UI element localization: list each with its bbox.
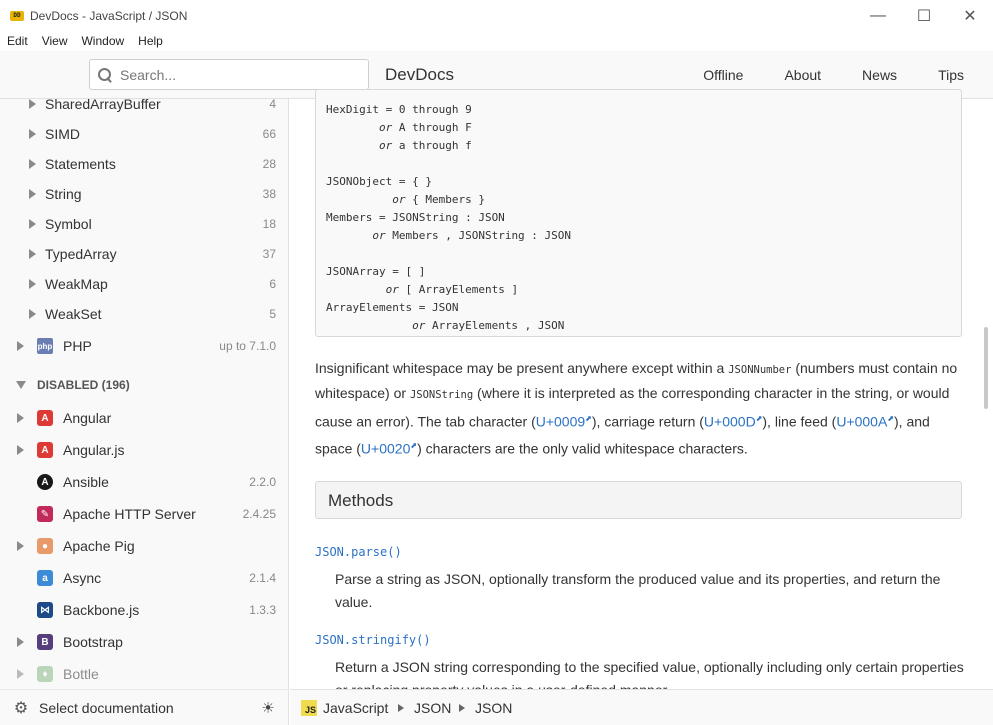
window-controls (855, 0, 993, 31)
angular-icon: A (37, 410, 53, 426)
disabled-docs-label: DISABLED (196) (37, 378, 130, 392)
expand-arrow-icon[interactable] (17, 341, 24, 351)
brand-title[interactable]: DevDocs (385, 65, 454, 84)
sidebar-item-label: Apache Pig (63, 538, 135, 554)
external-link-icon: ⬈ (887, 414, 895, 423)
menu-view[interactable]: View (41, 34, 68, 48)
search-input[interactable] (120, 67, 360, 83)
code-text (326, 121, 379, 134)
sidebar-item-sharedarraybuffer[interactable] (0, 89, 288, 119)
sidebar-item-async[interactable] (0, 562, 288, 594)
expand-arrow-icon[interactable] (17, 637, 24, 647)
link-u0020[interactable]: U+0020 (360, 440, 411, 457)
sidebar-item-backbone-js[interactable] (0, 594, 288, 626)
sidebar-item-label: Bottle (63, 666, 99, 682)
code-text: JSONArray = [ ] (326, 265, 426, 278)
expand-arrow-icon[interactable] (29, 189, 36, 199)
inline-code: JSONString (409, 389, 474, 401)
sidebar-item-symbol[interactable] (0, 209, 288, 239)
code-line (326, 245, 951, 263)
breadcrumb (290, 689, 993, 725)
para-text: Insignificant whitespace may be present anywhere except within a (315, 360, 729, 376)
methods-heading: Methods (315, 481, 962, 519)
expand-arrow-icon[interactable] (17, 541, 24, 551)
breadcrumb-arrow-icon (459, 704, 465, 712)
sidebar-item-version: 2.4.25 (242, 507, 276, 521)
para-text: (where it is interpreted as the corresponding character in the string, or would cause an error). The tab character ( (315, 385, 950, 430)
sidebar-item-version: up to 7.1.0 (219, 339, 276, 353)
devdocs-app-icon: DD (10, 11, 24, 21)
menu-bar (0, 31, 993, 51)
code-keyword: or (378, 139, 393, 152)
sidebar-item-label: Symbol (45, 216, 92, 232)
expand-arrow-icon[interactable] (17, 445, 24, 455)
sidebar (0, 96, 289, 689)
sidebar-item-label: Async (63, 570, 102, 586)
sidebar-item-label: Bootstrap (63, 634, 123, 650)
sidebar-item-label: SIMD (45, 126, 80, 142)
link-u0009[interactable]: U+0009 (535, 413, 586, 430)
code-text: a through f (392, 139, 472, 152)
sidebar-item-angular-js[interactable] (0, 434, 288, 466)
breadcrumb-javascript[interactable]: JavaScript (323, 699, 389, 716)
angularjs-icon: A (37, 442, 53, 458)
code-text: A through F (392, 121, 472, 134)
content-scrollbar[interactable] (984, 327, 988, 409)
sidebar-item-label: WeakMap (45, 276, 108, 292)
code-line (326, 155, 951, 173)
nav-tips[interactable]: Tips (938, 67, 964, 83)
sidebar-item-simd[interactable] (0, 119, 288, 149)
code-text: HexDigit = 0 through 9 (326, 103, 472, 116)
para-text: ) characters are the only valid whitespace characters. (417, 440, 748, 457)
code-text: JSONObject = { } (326, 175, 432, 188)
sidebar-item-angular[interactable] (0, 402, 288, 434)
sidebar-item-version: 1.3.3 (249, 603, 276, 617)
external-link-icon: ⬈ (585, 414, 592, 423)
external-link-icon: ⬈ (755, 414, 763, 423)
link-u000a[interactable]: U+000A (836, 413, 888, 430)
grammar-code-block (315, 89, 962, 337)
sidebar-item-ansible[interactable] (0, 466, 288, 498)
sidebar-footer (0, 689, 289, 725)
para-text: (numbers must contain no whitespace) or (315, 360, 958, 401)
collapse-arrow-icon[interactable] (16, 381, 26, 389)
sidebar-item-count: 38 (262, 187, 276, 201)
sidebar-item-label: SharedArrayBuffer (45, 96, 161, 112)
sidebar-item-count: 4 (269, 97, 276, 111)
ansible-icon: A (37, 474, 53, 490)
sidebar-item-label: Angular.js (63, 442, 125, 458)
code-text: ArrayElements , JSON (425, 319, 565, 332)
method-json-stringify-link[interactable]: JSON.stringify() (315, 633, 431, 647)
php-icon: php (37, 338, 53, 354)
sidebar-item-count: 66 (262, 127, 276, 141)
menu-edit[interactable]: Edit (7, 34, 28, 48)
code-line (326, 137, 951, 155)
menu-window[interactable]: Window (81, 34, 125, 48)
code-line (326, 191, 951, 209)
code-line (326, 299, 951, 317)
sidebar-item-count: 6 (269, 277, 276, 291)
sidebar-item-label: PHP (63, 338, 92, 354)
sidebar-item-string[interactable] (0, 179, 288, 209)
breadcrumb-json-current: JSON (475, 699, 513, 716)
link-u000d[interactable]: U+000D (703, 413, 756, 430)
code-keyword: or (378, 121, 393, 134)
code-keyword: or (392, 193, 406, 206)
main-content (290, 99, 993, 689)
code-line (326, 101, 951, 119)
code-keyword: or (372, 229, 386, 242)
method-json-parse-link[interactable]: JSON.parse() (315, 545, 402, 559)
para-text: ), and space ( (315, 413, 930, 457)
whitespace-paragraph (315, 357, 965, 460)
expand-arrow-icon[interactable] (29, 219, 36, 229)
bottle-icon: ♦ (37, 666, 53, 682)
sidebar-item-weakmap[interactable] (0, 269, 288, 299)
sidebar-item-count: 18 (262, 217, 276, 231)
sidebar-item-label: String (45, 186, 82, 202)
expand-arrow-icon[interactable] (29, 249, 36, 259)
async-icon: a (37, 570, 53, 586)
breadcrumb-json[interactable]: JSON (414, 699, 452, 716)
javascript-icon: JS (301, 700, 317, 716)
code-text: { Members } (405, 193, 485, 206)
code-keyword: or (385, 283, 399, 296)
sidebar-item-label: TypedArray (45, 246, 117, 262)
sidebar-item-php[interactable] (0, 330, 288, 362)
sidebar-item-label: Backbone.js (63, 602, 140, 618)
window-titlebar (0, 0, 993, 31)
nav-news[interactable]: News (862, 67, 898, 83)
window-title: DevDocs - JavaScript / JSON (30, 8, 188, 23)
sidebar-item-weakset[interactable] (0, 299, 288, 329)
close-button[interactable]: ✕ (963, 7, 977, 25)
nav-offline[interactable]: Offline (703, 67, 744, 83)
code-text (326, 283, 386, 296)
code-text: Members , JSONString : JSON (385, 229, 572, 242)
select-documentation-button[interactable]: Select documentation (39, 699, 174, 716)
search-icon (98, 68, 112, 82)
code-line (326, 263, 951, 281)
method-description: Return a JSON string corresponding to the specified value, optionally including only certain properties (335, 659, 964, 675)
sidebar-item-label: Apache HTTP Server (63, 506, 196, 522)
code-text (326, 319, 412, 332)
code-line (326, 173, 951, 191)
sidebar-item-count: 5 (269, 307, 276, 321)
code-text (326, 229, 372, 242)
minimize-button[interactable]: — (870, 6, 886, 24)
code-text: [ ArrayElements ] (398, 283, 519, 296)
sidebar-item-label: Statements (45, 156, 116, 172)
sidebar-item-bootstrap[interactable] (0, 626, 288, 658)
sidebar-item-count: 37 (262, 247, 276, 261)
menu-help[interactable]: Help (138, 34, 163, 48)
breadcrumb-arrow-icon (398, 704, 404, 712)
expand-arrow-icon[interactable] (29, 159, 36, 169)
method-description: Parse a string as JSON, optionally transform the produced value and its properties, and return the value. (335, 571, 941, 610)
sidebar-item-label: Ansible (63, 474, 109, 490)
code-text (326, 139, 379, 152)
sidebar-item-bottle[interactable] (0, 658, 288, 690)
sidebar-item-count: 28 (262, 157, 276, 171)
nav-about[interactable]: About (784, 67, 822, 83)
sidebar-item-statements[interactable] (0, 149, 288, 179)
search-box[interactable] (89, 59, 369, 90)
code-line (326, 119, 951, 137)
sidebar-item-typedarray[interactable] (0, 239, 288, 269)
disabled-docs-header[interactable] (0, 370, 288, 400)
expand-arrow-icon[interactable] (29, 309, 36, 319)
para-text: ), carriage return ( (591, 413, 704, 430)
expand-arrow-icon[interactable] (17, 669, 24, 679)
para-text: ), line feed ( (762, 413, 837, 430)
code-text: Members = JSONString : JSON (326, 211, 505, 224)
expand-arrow-icon[interactable] (17, 413, 24, 423)
code-line (326, 227, 951, 245)
feather-icon: ✎ (37, 506, 53, 522)
expand-arrow-icon[interactable] (29, 279, 36, 289)
code-text (326, 193, 392, 206)
sidebar-item-apache-pig[interactable] (0, 530, 288, 562)
gear-icon[interactable]: ⚙ (13, 699, 29, 717)
code-line (326, 281, 951, 299)
bootstrap-icon: B (37, 634, 53, 650)
sidebar-item-version: 2.2.0 (249, 475, 276, 489)
code-line (326, 209, 951, 227)
sidebar-item-version: 2.1.4 (249, 571, 276, 585)
code-keyword: or (412, 319, 426, 332)
sidebar-item-label: Angular (63, 410, 112, 426)
sidebar-item-label: WeakSet (45, 306, 102, 322)
pig-icon: ● (37, 538, 53, 554)
expand-arrow-icon[interactable] (29, 99, 36, 109)
code-line (326, 317, 951, 335)
code-text: ArrayElements = JSON (326, 301, 459, 314)
inline-code: JSONNumber (728, 364, 792, 376)
sidebar-item-apache-http-server[interactable] (0, 498, 288, 530)
theme-toggle-icon[interactable]: ☀ (261, 699, 275, 717)
maximize-button[interactable]: ☐ (916, 7, 932, 25)
expand-arrow-icon[interactable] (29, 129, 36, 139)
external-link-icon: ⬈ (410, 440, 418, 450)
backbone-icon: ⋈ (37, 602, 53, 618)
